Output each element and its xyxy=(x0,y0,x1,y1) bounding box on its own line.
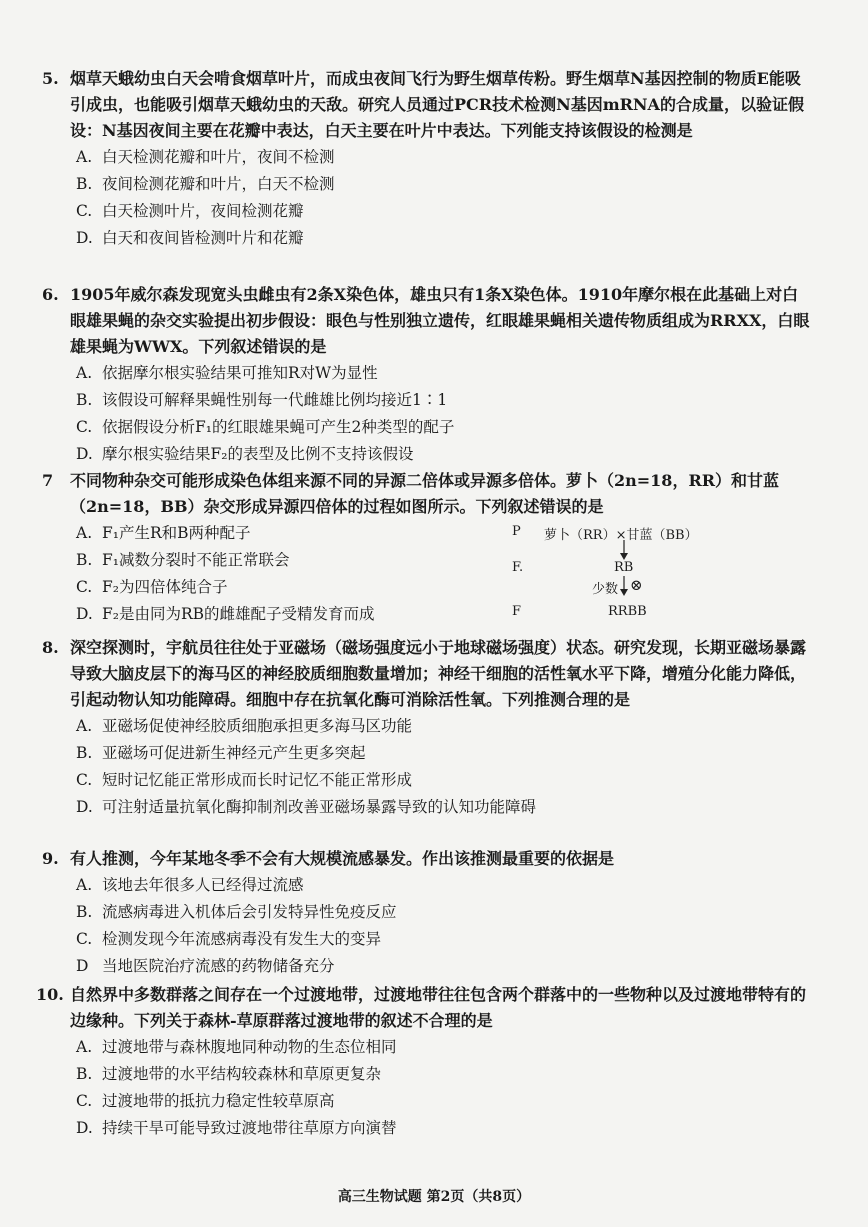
option: B. 流感病毒进入机体后会引发特异性免疫反应 xyxy=(76,903,397,921)
option: D. 摩尔根实验结果F₂的表型及比例不支持该假设 xyxy=(76,445,414,463)
question-stem: 1905年威尔森发现宽头虫雌虫有2条X染色体，雄虫只有1条X染色体。1910年摩尔根在此基础上对白眼雄果蝇的杂交实验提出初步假设：眼色与性别独立遗传，红眼雄果蝇相关遗传物质组成为RRXX，白眼雄果蝇为WWX。下列叙述错误的是 xyxy=(70,285,810,356)
question-stem: 不同物种杂交可能形成染色体组来源不同的异源二倍体或异源多倍体。萝卜（2n=18，RR）和甘蓝（2n=18，BB）杂交形成异源四倍体的过程如图所示。下列叙述错误的是 xyxy=(70,471,780,516)
option: C. 检测发现今年流感病毒没有发生大的变异 xyxy=(76,930,382,948)
step-note: 少数 xyxy=(592,582,619,597)
question-number: 5. xyxy=(42,69,59,88)
option: B. 夜间检测花瓣和叶片，白天不检测 xyxy=(76,175,335,193)
option: A. 白天检测花瓣和叶片，夜间不检测 xyxy=(76,148,335,166)
question-number: 9. xyxy=(42,849,59,868)
option: C. 白天检测叶片，夜间检测花瓣 xyxy=(76,202,304,220)
generation-f1-label: F. xyxy=(512,560,524,575)
option: D 当地医院治疗流感的药物储备充分 xyxy=(76,957,335,975)
selfing-symbol: ⊗ xyxy=(630,576,643,594)
option: D. 白天和夜间皆检测叶片和花瓣 xyxy=(76,229,304,247)
generation-p-label: P xyxy=(512,524,521,539)
option: D. 可注射适量抗氧化酶抑制剂改善亚磁场暴露导致的认知功能障碍 xyxy=(76,798,537,816)
f2-genotype: RRBB xyxy=(608,604,647,619)
question-number: 8. xyxy=(42,638,59,657)
option: A. 过渡地带与森林腹地同种动物的生态位相同 xyxy=(76,1038,397,1056)
option: A. 该地去年很多人已经得过流感 xyxy=(76,876,304,894)
question-stem: 有人推测，今年某地冬季不会有大规模流感暴发。作出该推测最重要的依据是 xyxy=(70,849,615,868)
question-stem: 自然界中多数群落之间存在一个过渡地带，过渡地带往往包含两个群落中的一些物种以及过渡地带特有的边缘种。下列关于森林-草原群落过渡地带的叙述不合理的是 xyxy=(70,985,807,1030)
question-9 xyxy=(42,846,810,980)
page-footer: 高三生物试题 第2页（共8页） xyxy=(337,1189,531,1205)
option: B. 亚磁场可促进新生神经元产生更多突起 xyxy=(76,744,366,762)
parent-cross: 萝卜（RR）×甘蓝（BB） xyxy=(544,528,698,543)
arrow-head xyxy=(620,589,628,596)
question-5 xyxy=(42,66,810,252)
option: D. 持续干旱可能导致过渡地带往草原方向演替 xyxy=(76,1119,397,1137)
generation-f2-label: F xyxy=(512,604,522,619)
option: A. 依据摩尔根实验结果可推知R对W为显性 xyxy=(76,364,378,382)
option: B. F₁减数分裂时不能正常联会 xyxy=(76,551,290,569)
option: A. F₁产生R和B两种配子 xyxy=(76,524,251,542)
question-stem: 烟草天蛾幼虫白天会啃食烟草叶片，而成虫夜间飞行为野生烟草传粉。野生烟草N基因控制的物质E能吸引成虫，也能吸引烟草天蛾幼虫的天敌。研究人员通过PCR技术检测N基因mRNA的合成量，以验证假设：N基因夜间主要在花瓣中表达，白天主要在叶片中表达。下列能支持该假设的检测是 xyxy=(70,69,804,140)
option: C. F₂为四倍体纯合子 xyxy=(76,578,228,596)
option: B. 过渡地带的水平结构较森林和草原更复杂 xyxy=(76,1065,382,1083)
arrow-head xyxy=(620,553,628,560)
option: A. 亚磁场促使神经胶质细胞承担更多海马区功能 xyxy=(76,717,413,735)
option: C. 依据假设分析F₁的红眼雄果蝇可产生2种类型的配子 xyxy=(76,418,455,436)
question-number: 10. xyxy=(36,985,64,1004)
question-10 xyxy=(36,982,810,1142)
option: C. 过渡地带的抵抗力稳定性较草原高 xyxy=(76,1092,335,1110)
question-stem: 深空探测时，宇航员往往处于亚磁场（磁场强度远小于地球磁场强度）状态。研究发现，长期亚磁场暴露导致大脑皮层下的海马区的神经胶质细胞数量增加；神经干细胞的活性氧水平下降，增殖分化能力降低，引起动物认知功能障碍。细胞中存在抗氧化酶可消除活性氧。下列推测合理的是 xyxy=(70,638,807,709)
question-6 xyxy=(42,282,810,468)
cross-diagram xyxy=(512,520,772,630)
option: D. F₂是由同为RB的雌雄配子受精发育而成 xyxy=(76,605,375,623)
question-number: 6. xyxy=(42,285,59,304)
f1-genotype: RB xyxy=(614,560,634,575)
option: C. 短时记忆能正常形成而长时记忆不能正常形成 xyxy=(76,771,413,789)
option: B. 该假设可解释果蝇性别每一代雌雄比例均接近1∶1 xyxy=(76,391,448,409)
question-8 xyxy=(42,635,810,821)
question-number: 7 xyxy=(42,471,54,490)
